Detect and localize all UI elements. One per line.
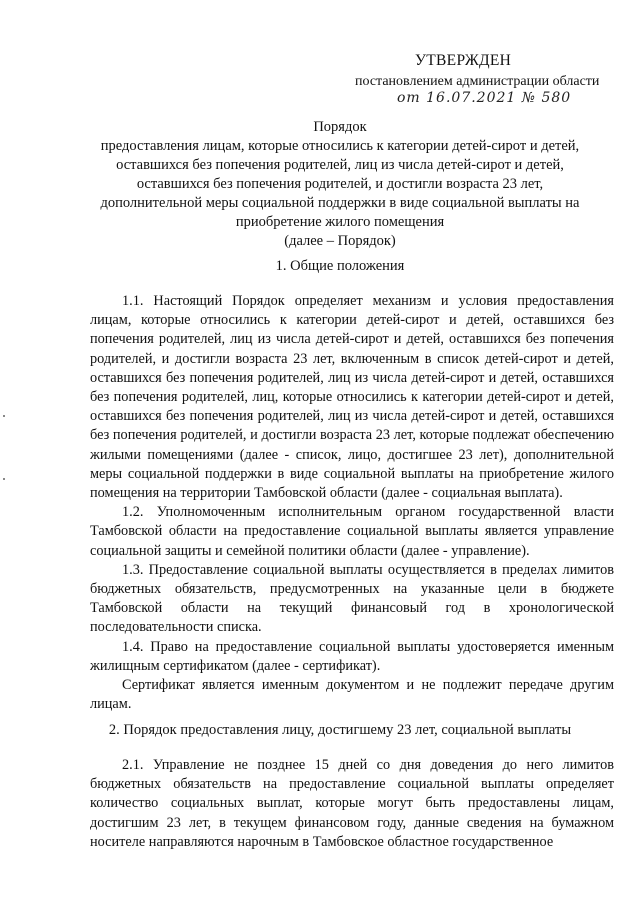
title-line: дополнительной меры социальной поддержки в виде социальной выплаты на (100, 195, 580, 211)
scan-mark (3, 415, 5, 417)
paragraph-1-2: 1.2. Уполномоченным исполнительным органом государственной власти Тамбовской области на предоставление социальной выплаты является управление социальной защиты и семейной политики области (далее - управление). (90, 504, 614, 559)
section-2-body (90, 756, 614, 852)
title-line: предоставления лицам, которые относились к категории детей-сирот и детей, (100, 138, 580, 154)
paragraph-1-4: 1.4. Право на предоставление социальной выплаты удостоверяется именным жилищным сертификатом (далее - сертификат). (90, 638, 614, 674)
section-2-heading: 2. Порядок предоставления лицу, достигшему 23 лет, социальной выплаты (108, 722, 572, 738)
title-heading: Порядок (313, 119, 367, 135)
approval-decree: постановлением администрации области (355, 74, 600, 89)
handwritten-date: от 16.07.2021 № 580 (397, 90, 572, 106)
document-title (80, 118, 600, 251)
paragraph-1-1: 1.1. Настоящий Порядок определяет механизм и условия предоставления лицам, которые относились к категории детей-сирот и детей, оставшихся без попечения родителей, лиц из числа детей-сирот и детей, оставшихся без попечения родителей, и достигли возраста 23 лет, включенным в список детей-сирот и детей, оставшихся без попечения родителей, лиц из числа детей-сирот и детей, оставшихся без попечения родителей, лиц, которые относились к категории детей-сирот и детей, оставшихся без попечения родителей, лиц из числа детей-сирот и детей, оставшихся без попечения родителей, и достигли возраста 23 лет, которые подлежат обеспечению жилыми помещениями (далее - список, лицо, достигшее 23 лет), дополнительной меры социальной поддержки в виде социальной выплаты на приобретение жилого помещения на территории Тамбовской области (далее - социальная выплата). (90, 293, 614, 502)
title-line: оставшихся без попечения родителей, и достигли возраста 23 лет, (136, 176, 544, 192)
paragraph-1-3: 1.3. Предоставление социальной выплаты осуществляется в пределах лимитов бюджетных обязательств, предусмотренных на указанные цели в бюджете Тамбовской области на текущий финансовый год в хронологической последовательности списка. (90, 561, 614, 636)
approval-stamp (355, 52, 615, 106)
scan-mark (3, 478, 5, 480)
paragraph-1-5: Сертификат является именным документом и не подлежит передаче другим лицам. (90, 677, 614, 713)
paragraph-2-1: 2.1. Управление не позднее 15 дней со дня доведения до него лимитов бюджетных обязательств на предоставление социальной выплаты определяет количество социальных выплат, которые могут быть предоставлены лицам, достигшим 23 лет, в текущем финансовом году, данные сведения на бумажном носителе направляются нарочным в Тамбовское областное государственное (90, 757, 614, 850)
title-line: оставшихся без попечения родителей, лиц из числа детей-сирот и детей, (116, 157, 564, 173)
approval-title: УТВЕРЖДЕН (415, 52, 512, 69)
title-line: (далее – Порядок) (284, 233, 396, 249)
title-line: приобретение жилого помещения (235, 214, 445, 230)
section-1-body (90, 292, 614, 714)
section-1-heading: 1. Общие положения (275, 258, 405, 274)
